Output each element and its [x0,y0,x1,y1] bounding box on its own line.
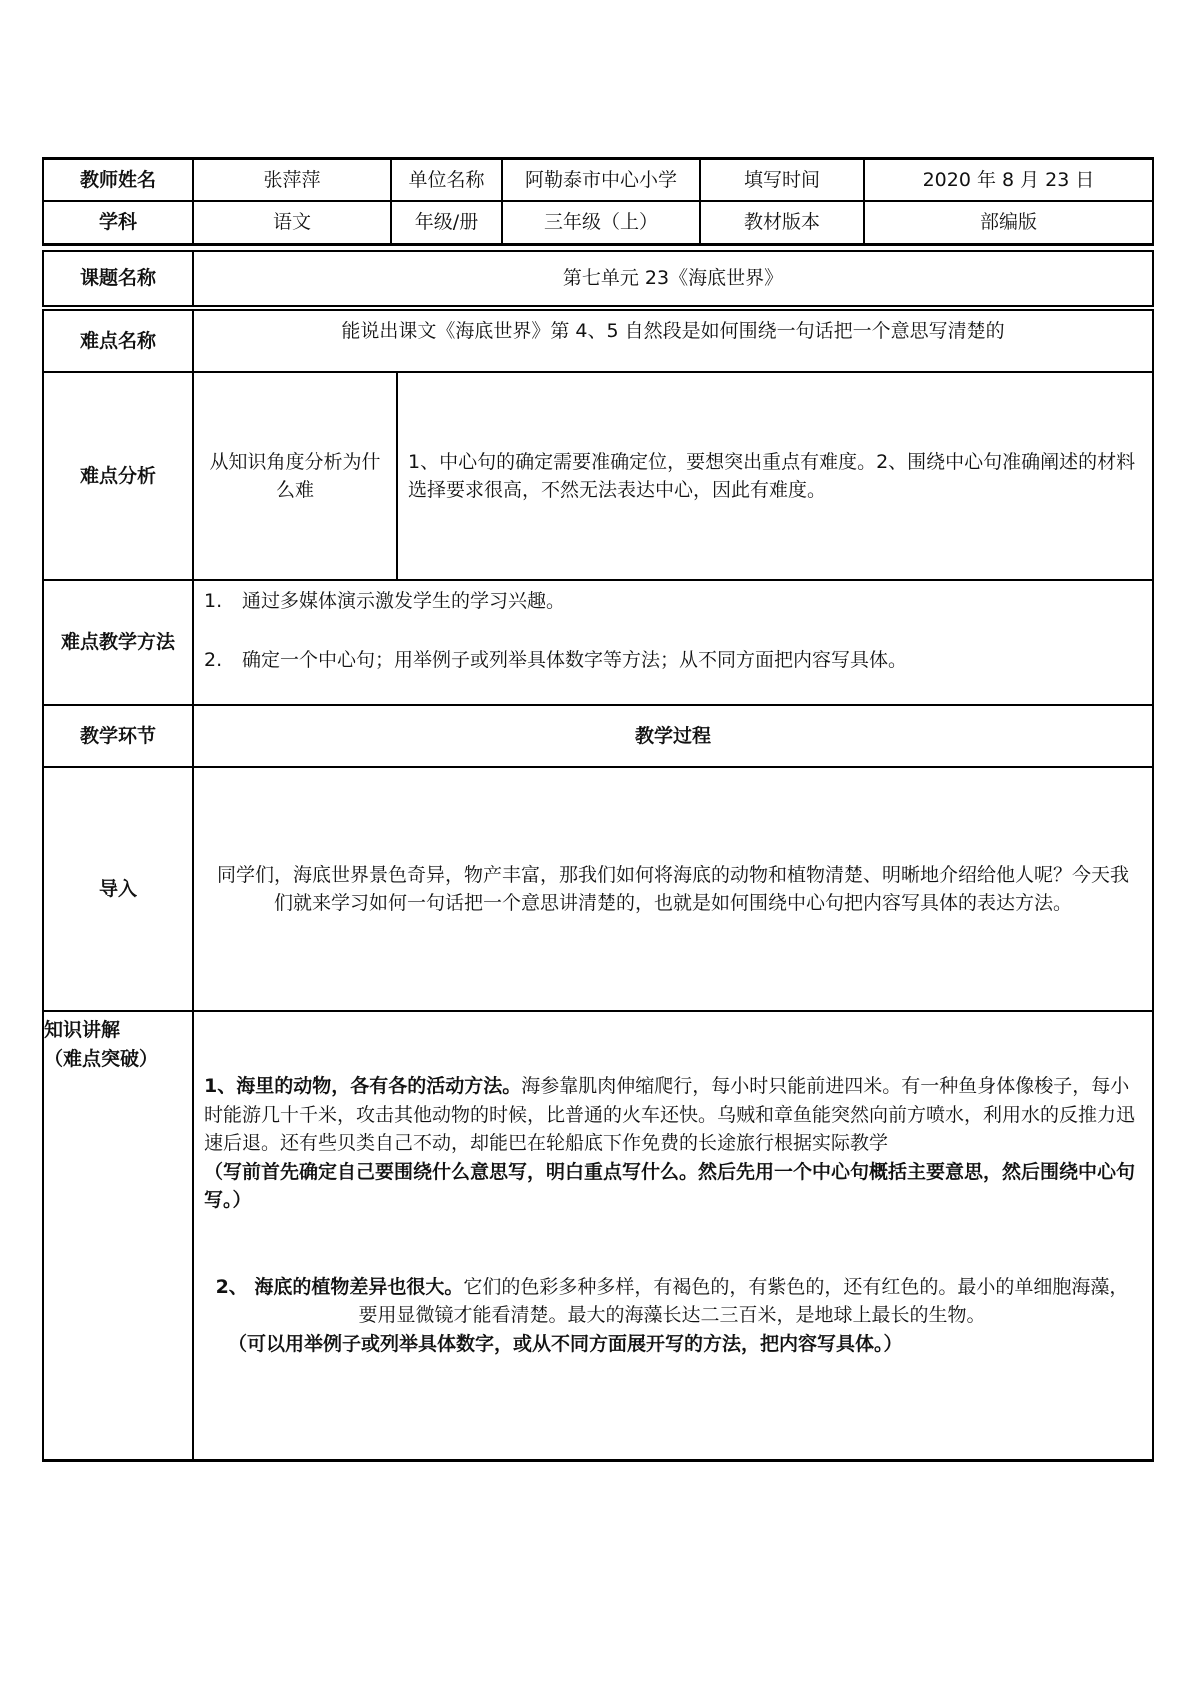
teacher-name-value: 张萍萍 [194,160,392,200]
intro-text: 同学们，海底世界景色奇异，物产丰富，那我们如何将海底的动物和植物清楚、明晰地介绍给他人呢？今天我们就来学习如何一句话把一个意思讲清楚的，也就是如何围绕中心句把内容写具体的表达方法。 [216,863,1129,914]
grade-value: 三年级（上） [503,202,701,243]
unit-name-value: 阿勒泰市中心小学 [503,160,701,200]
unit-name-label: 单位名称 [392,160,503,200]
method-num: 1. [204,590,223,612]
knowledge-paragraph-2 [204,1273,1140,1330]
topic-label: 课题名称 [44,252,194,305]
teacher-name-label: 教师姓名 [44,160,194,200]
knowledge-point-1-text: 海参靠肌肉伸缩爬行，每小时只能前进四米。有一种鱼身体像梭子，每小时能游几十千米，攻击其他动物的时候，比普通的火车还快。乌贼和章鱼能突然向前方喷水，利用水的反推力迅速后退。还有些贝类自己不动，却能巴在轮船底下作免费的长途旅行根据实际教学 [204,1075,1136,1154]
knowledge-label-cell [44,1012,194,1459]
header-row-1 [42,157,1154,202]
method-text: 确定一个中心句；用举例子或列举具体数字等方法；从不同方面把内容写具体。 [242,648,908,671]
header-row-2 [42,202,1154,246]
knowledge-point-2-text: 它们的色彩多种多样，有褐色的，有紫色的，还有红色的。最小的单细胞海藻，要用显微镜才能看清楚。最大的海藻长达二三百米，是地球上最长的生物。 [358,1275,1129,1326]
methods-label: 难点教学方法 [44,581,194,704]
knowledge-note-1: （写前首先确定自己要围绕什么意思写，明白重点写什么。然后先用一个中心句概括主要意思，然后围绕中心句写。） [204,1160,1136,1211]
difficulty-label: 难点名称 [44,311,194,371]
topic-row [42,250,1154,307]
lesson-plan-table [42,157,1154,1462]
methods-list [194,581,1152,704]
knowledge-label-sub: （难点突破） [44,1048,159,1071]
method-item [204,587,1142,616]
intro-row [42,768,1154,1012]
process-title: 教学过程 [634,724,711,747]
topic-value: 第七单元 23《海底世界》 [562,267,784,290]
knowledge-label: 知识讲解 [44,1019,121,1041]
subject-label: 学科 [44,202,194,243]
subject-value: 语文 [194,202,392,243]
fill-date-value: 2020 年 8 月 23 日 [922,168,1095,191]
difficulty-row [42,309,1154,373]
fill-date-label: 填写时间 [701,160,865,200]
analysis-sub-label: 从知识角度分析为什么难 [194,373,398,579]
edition-label: 教材版本 [701,202,865,243]
knowledge-row [42,1012,1154,1462]
edition-value: 部编版 [979,211,1037,234]
methods-row [42,581,1154,706]
knowledge-paragraph-1 [204,1072,1140,1158]
difficulty-value: 能说出课文《海底世界》第 4、5 自然段是如何围绕一句话把一个意思写清楚的 [341,320,1005,342]
grade-label: 年级/册 [392,202,503,243]
analysis-text: 1、中心句的确定需要准确定位，要想突出重点有难度。2、围绕中心句准确阐述的材料选择要求很高，不然无法表达中心，因此有难度。 [408,450,1136,501]
knowledge-point-1-title: 1、海里的动物，各有各的活动方法。 [204,1075,522,1097]
knowledge-note-2: （可以用举例子或列举具体数字，或从不同方面展开写的方法，把内容写具体。） [228,1332,903,1355]
intro-label: 导入 [44,768,194,1010]
method-item [204,646,1142,675]
knowledge-content [194,1012,1152,1459]
method-text: 通过多媒体演示激发学生的学习兴趣。 [242,590,566,612]
knowledge-point-2-title: 2、 海底的植物差异也很大。 [215,1275,464,1298]
process-header-row [42,706,1154,768]
process-stage-label: 教学环节 [44,706,194,766]
analysis-row [42,373,1154,581]
method-num: 2. [204,648,223,671]
analysis-label: 难点分析 [44,373,194,579]
